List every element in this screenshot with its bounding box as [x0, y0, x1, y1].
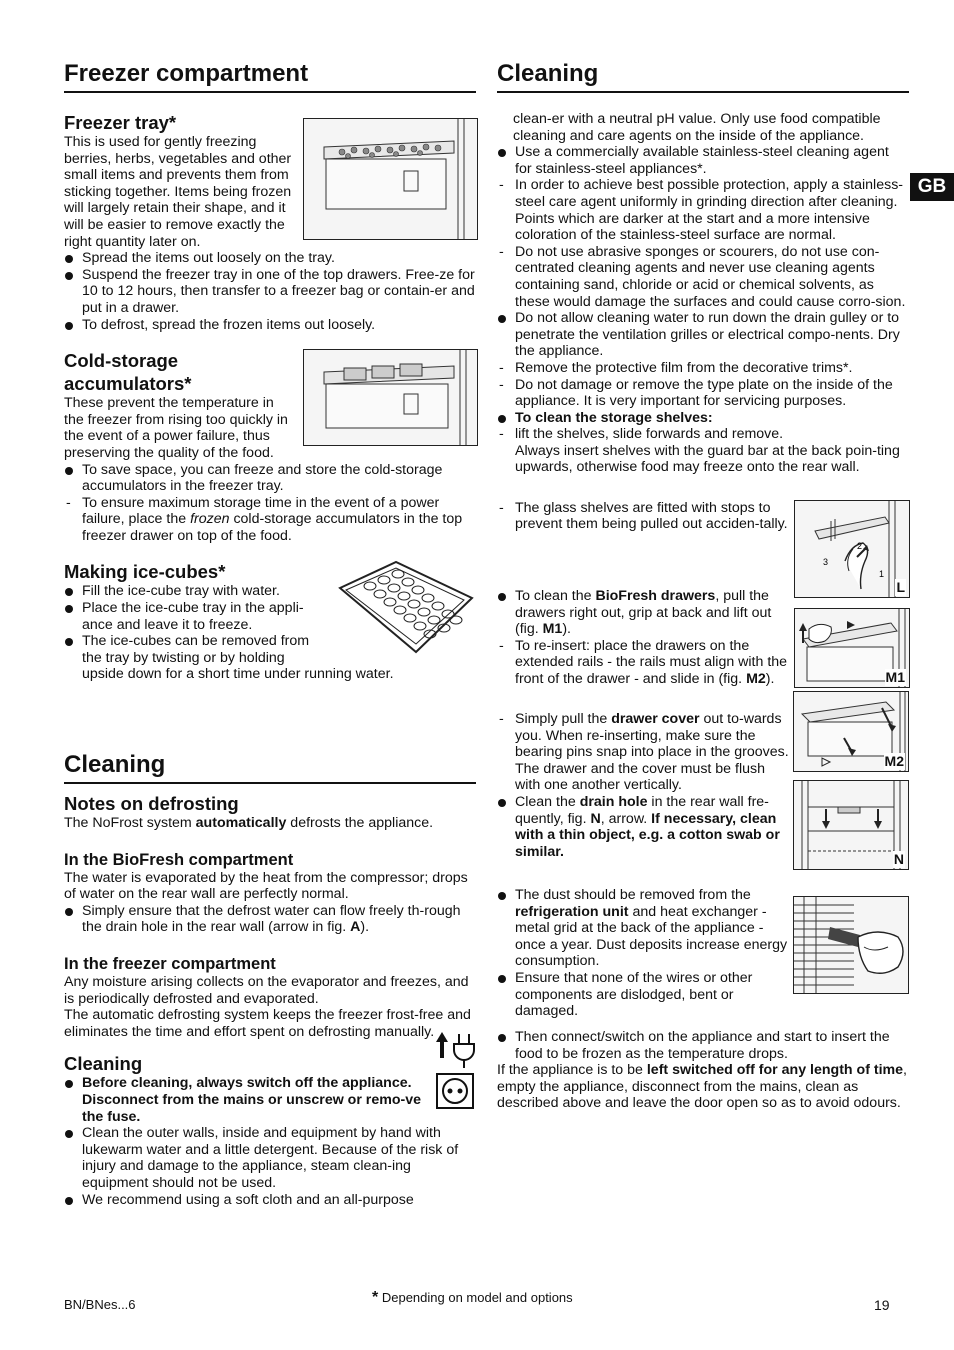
list-item: - In order to achieve best possible protection, apply a stainless-steel care agent uniformly in grinding direction after cleaning. Points which are darker at the start and a more intensive coloration of the stainless-steel surface are normal. [497, 177, 909, 243]
cleaning-list-right [497, 144, 909, 476]
biofresh-title: In the BioFresh compartment [64, 850, 294, 869]
list-item: To clean the storage shelves: [497, 410, 909, 427]
figure-l-number-2: 2 [857, 541, 863, 551]
figure-n-label: N [893, 851, 904, 868]
right-column-lower [497, 500, 909, 600]
right-column [497, 60, 909, 476]
list-item: Use a commercially available stainless-steel cleaning agent for stainless-steel appliances*. [497, 144, 909, 177]
list-item: - Remove the protective film from the decorative trims*. [497, 360, 909, 377]
list-item: Before cleaning, always switch off the appliance. Disconnect from the mains or unscrew or remo-ve the fuse. [64, 1075, 476, 1125]
figure-m1-label: M1 [885, 669, 905, 686]
figure-l-number-3: 3 [823, 557, 829, 567]
figure-m2-label: M2 [884, 753, 904, 770]
freezer-tray-title: Freezer tray* [64, 112, 177, 133]
list-item: Ensure that none of the wires or other components are dislodged, bent or damaged. [497, 970, 791, 1020]
shelves-list [497, 500, 909, 533]
cleaning-continued: clean-er with a neutral pH value. Only use food compatible cleaning and care agents on the inside of the appliance. [513, 111, 881, 144]
cold-storage-accumulator-illustration [303, 349, 478, 446]
list-item: - lift the shelves, slide forwards and remove. Always insert shelves with the guard bar at the back poin-ting upwards, otherwise food may freeze onto the rear wall. [497, 426, 909, 476]
figure-dust [793, 896, 909, 994]
right-column-lower-2 [497, 588, 909, 690]
freezer-tray-list [64, 250, 476, 333]
figure-l-label: L [896, 579, 905, 596]
cold-storage-list [64, 462, 476, 545]
biofresh-text: The water is evaporated by the heat from the compressor; drops of water on the rear wall are perfectly normal. [64, 869, 468, 903]
cleaning-heading-right: Cleaning [497, 60, 909, 93]
cleaning-heading-left: Cleaning [64, 751, 476, 784]
list-item: To defrost, spread the frozen items out loosely. [64, 317, 476, 334]
left-column [64, 60, 476, 1208]
biofresh-list-right [497, 588, 909, 688]
list-item: - To ensure maximum storage time in the event of a power failure, place the frozen cold-storage accumulators in the top freezer drawer on top of the food. [64, 495, 476, 545]
dust-section [497, 887, 791, 1020]
list-item: Clean the drain hole in the rear wall fre-quently, fig. N, arrow. If necessary, clean with a thin object, e.g. a cotton swab or similar. [497, 794, 791, 860]
list-item: - Simply pull the drawer cover out to-wards you. When re-inserting, make sure the bearing pins snap into place in the grooves. The drawer and the cover must be flush with one another vertically. [497, 711, 791, 794]
cold-storage-intro: These prevent the temperature in the freezer from rising too quickly in the event of a power failure, thus preserving the quality of the food. [64, 395, 288, 461]
drawer-cover-section [497, 711, 791, 860]
list-item: Do not allow cleaning water to run down the drain gulley or to penetrate the ventilation grilles or electrical compo-nents. Dry the appliance. [497, 310, 909, 360]
freezer-section-p1: Any moisture arising collects on the evaporator and freezes, and is periodically defrosted and evaporated. [64, 974, 469, 1007]
list-item: - Do not use abrasive sponges or scourers, do not use con-centrated cleaning agents and never use cleaning agents containing sand, chloride or acid or chemical solvents, as these would damage the surfaces and could cause corro-sion. [497, 244, 909, 310]
figure-l-number-1: 1 [879, 569, 885, 579]
cold-storage-title: Cold-storage accumulators* [64, 350, 192, 395]
biofresh-list [64, 903, 476, 936]
freezer-compartment-heading: Freezer compartment [64, 60, 476, 93]
list-item: Suspend the freezer tray in one of the top drawers. Free-ze for 10 to 12 hours, then transfer to a freezer bag or contain-er and put in a drawer. [64, 267, 476, 317]
list-item: - Do not damage or remove the type plate on the inside of the appliance. It is very important for servicing purposes. [497, 377, 909, 410]
freezer-section-title: In the freezer compartment [64, 955, 276, 973]
list-item: Spread the items out loosely on the tray. [64, 250, 476, 267]
list-item: Simply ensure that the defrost water can flow freely th-rough the drain hole in the rear wall (arrow in fig. A). [64, 903, 476, 936]
freezer-tray-intro: This is used for gently freezing berries, herbs, vegetables and other small items and prevents them from sticking together. Items being frozen will largely retain their shape, and it will be easier to remove exactly the right quantity later on. [64, 134, 292, 250]
list-item: - The glass shelves are fitted with stops to prevent them being pulled out acciden-tally. [497, 500, 909, 533]
figure-n [793, 780, 909, 870]
list-item: Then connect/switch on the appliance and start to insert the food to be frozen as the temperature drops. [497, 1029, 909, 1062]
page-number: 19 [874, 1297, 890, 1313]
switched-off-text: If the appliance is to be left switched off for any length of time, empty the appliance, disconnect from the mains, clean as described above and leave the door open so as to avoid odours. [497, 1062, 907, 1112]
ice-cubes-list [64, 583, 476, 683]
list-item: We recommend using a soft cloth and an all-purpose [64, 1192, 476, 1209]
list-item: Place the ice-cube tray in the appli-ance and leave it to freeze. [64, 600, 476, 633]
cleaning-list [64, 1075, 476, 1208]
notes-defrosting-title: Notes on defrosting [64, 793, 239, 815]
list-item: The ice-cubes can be removed from the tray by twisting or by holding upside down for a short time under running water. [64, 633, 476, 683]
ice-cubes-title: Making ice-cubes* [64, 561, 226, 583]
unplug-arrow-icon [434, 1028, 478, 1068]
figure-m2 [793, 691, 909, 772]
footer-note: * Depending on model and options [372, 1289, 573, 1306]
list-item: To save space, you can freeze and store the cold-storage accumulators in the freezer tray. [64, 462, 476, 495]
list-item: The dust should be removed from the refrigeration unit and heat exchanger - metal grid at the back of the appliance - once a year. Dust deposits increase energy consumption. [497, 887, 791, 970]
list-item: Clean the outer walls, inside and equipment by hand with lukewarm water and a little detergent. Because of the risk of injury and damage to the appliance, steam clean-ing equipment should not be used. [64, 1125, 476, 1191]
list-item: To clean the BioFresh drawers, pull the drawers right out, grip at back and lift out (fig. M1). [497, 588, 909, 638]
language-tab: GB [910, 173, 954, 201]
list-item: - To re-insert: place the drawers on the extended rails - the rails must align with the front of the drawer - and slide in (fig. M2). [497, 638, 909, 688]
cleaning-subtitle: Cleaning [64, 1053, 143, 1075]
freezer-tray-illustration [303, 118, 478, 240]
freezer-section-p2: The automatic defrosting system keeps the freezer frost-free and eliminates the time and effort spent on defrosting manually. [64, 1007, 471, 1040]
footer-code: BN/BNes...6 [64, 1297, 136, 1312]
final-section [497, 1029, 909, 1112]
notes-defrosting-text: The NoFrost system automatically defrosts the appliance. [64, 815, 434, 832]
list-item: Fill the ice-cube tray with water. [64, 583, 476, 600]
